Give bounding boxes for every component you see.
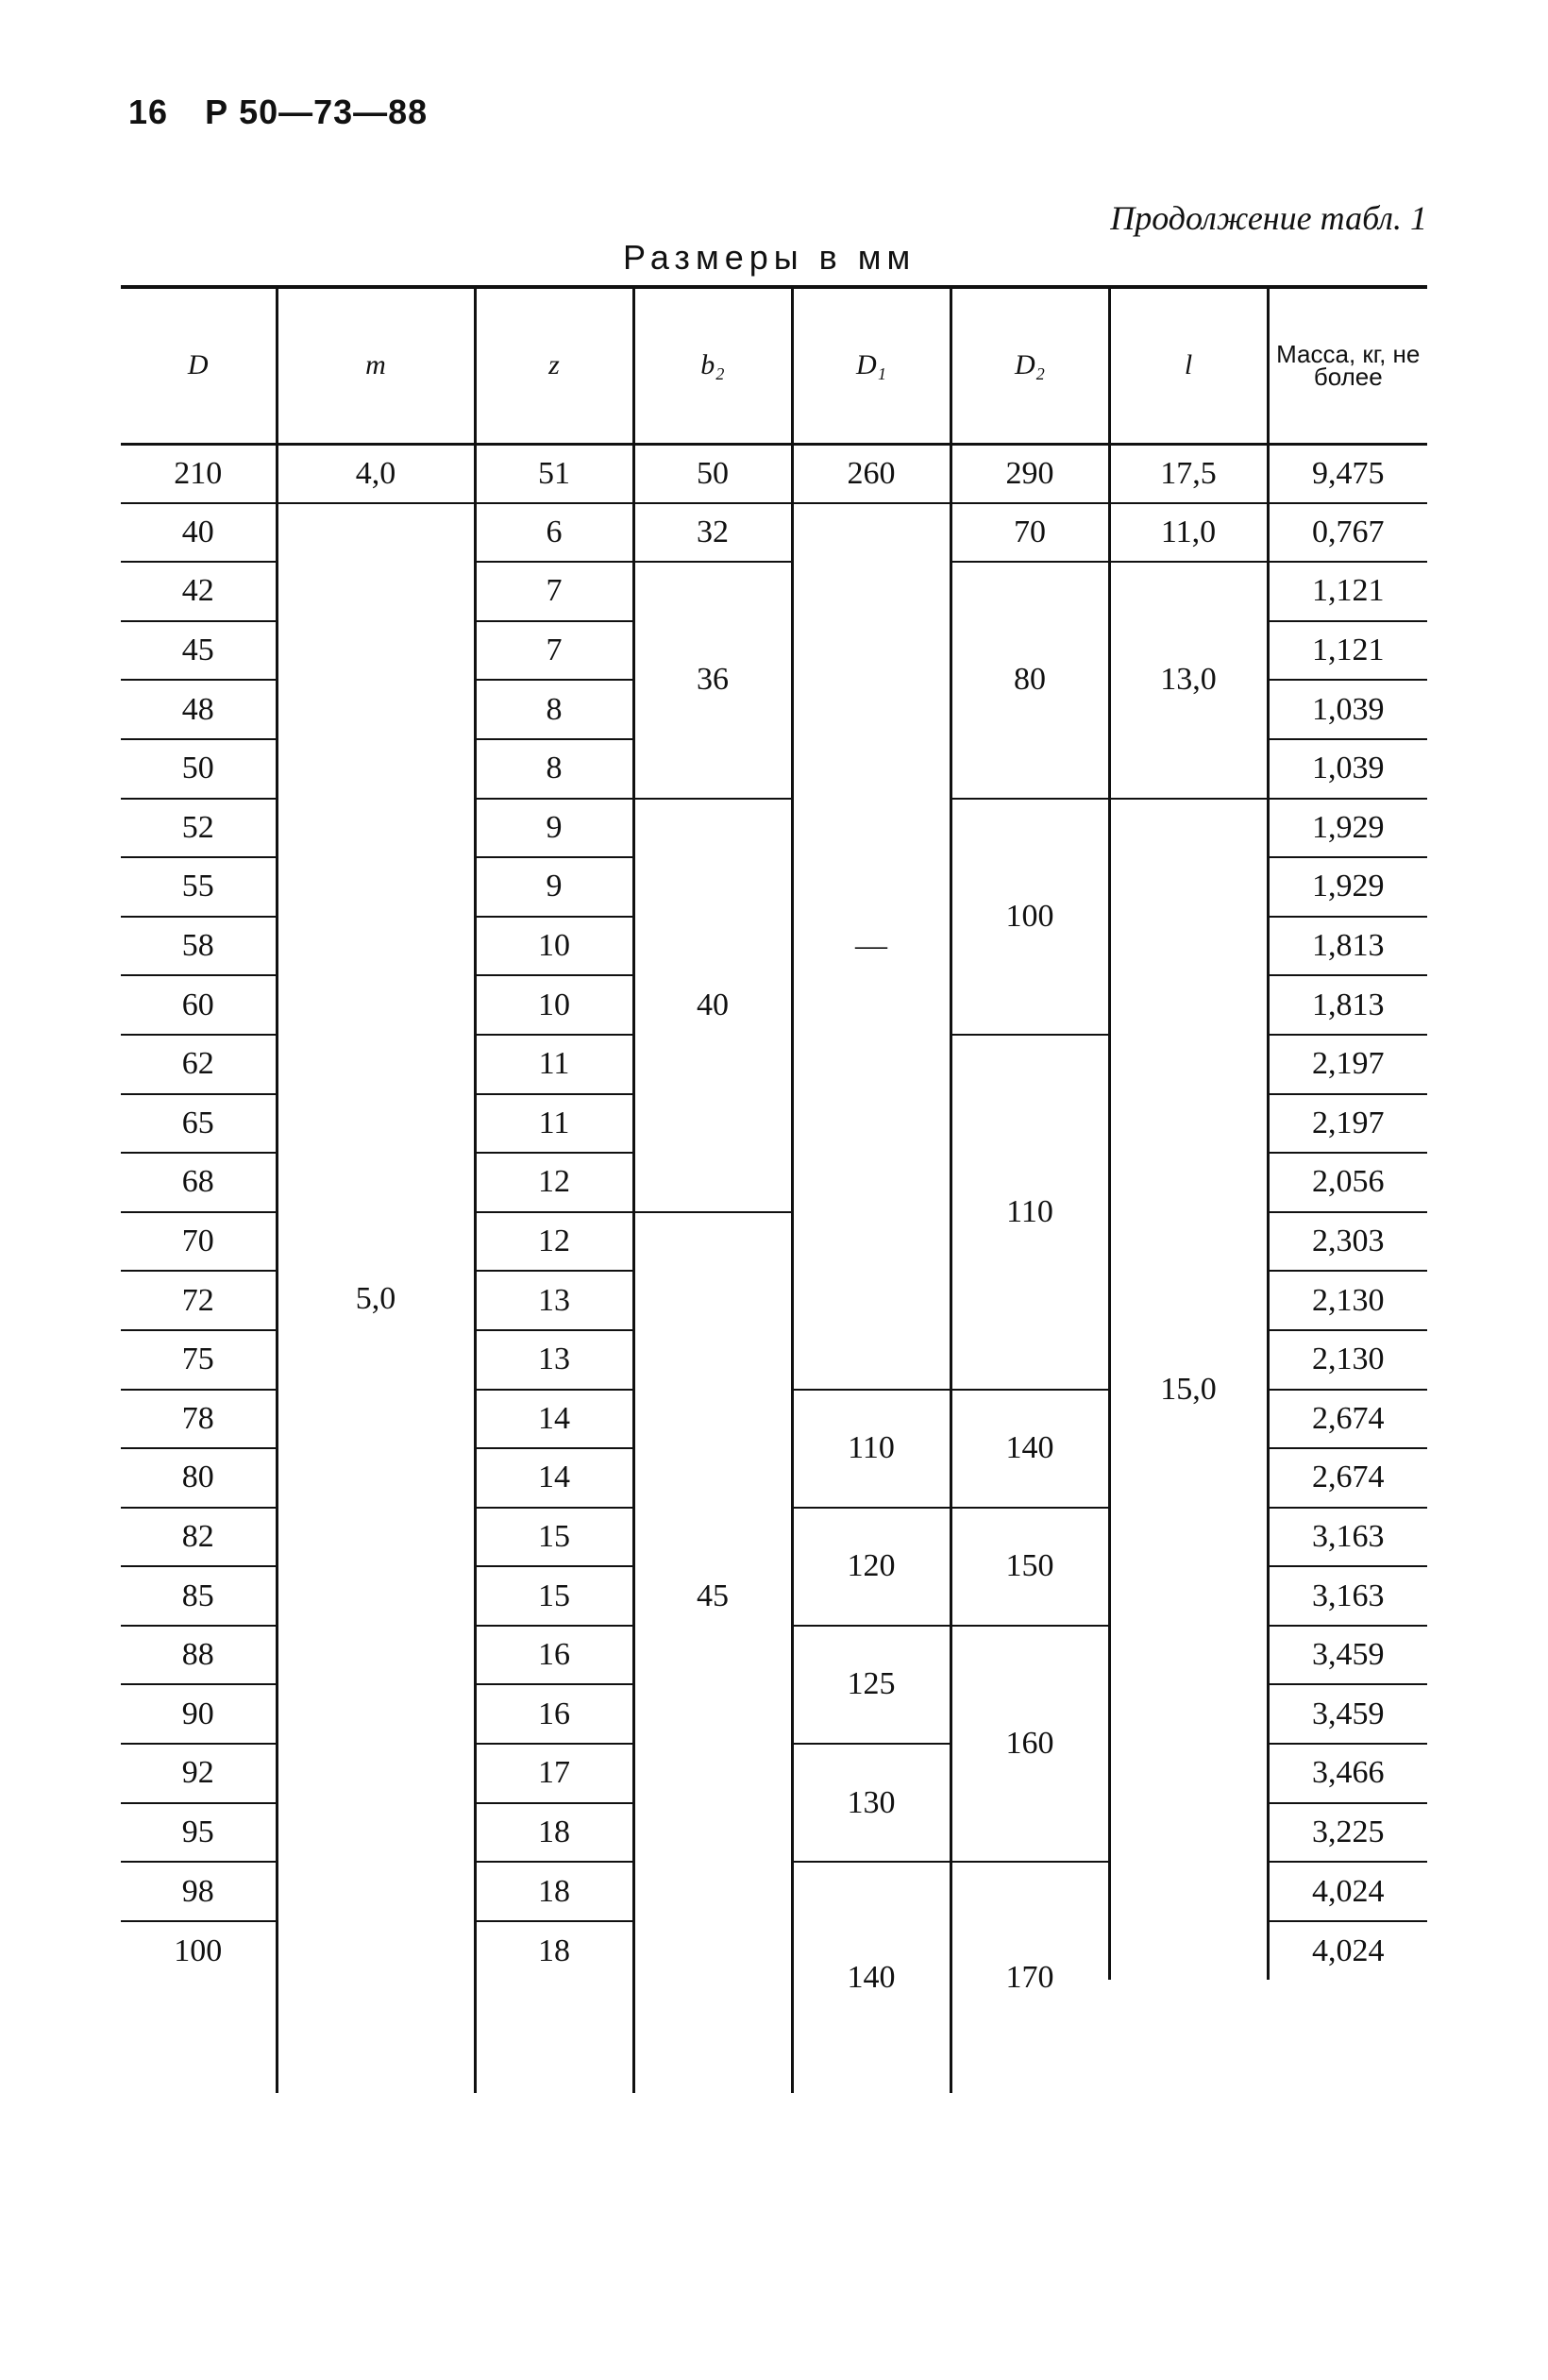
cell-d1: 110: [792, 1390, 951, 1508]
cell-mass: 3,163: [1268, 1566, 1427, 1626]
cell-mass: 1,929: [1268, 857, 1427, 917]
cell-z: 10: [475, 975, 633, 1035]
cell-z: 17: [475, 1744, 633, 1803]
col-header-d2: D₂: [951, 287, 1109, 444]
table-continuation-label: Продолжение табл. 1: [1110, 199, 1427, 237]
cell-mass: 2,056: [1268, 1153, 1427, 1212]
cell-b2: 32: [633, 503, 792, 563]
cell-d: 55: [121, 857, 277, 917]
cell-mass: 1,039: [1268, 680, 1427, 739]
cell-m: 5,0: [277, 503, 475, 2094]
cell-z: 14: [475, 1390, 633, 1449]
cell-l: 15,0: [1109, 799, 1268, 1981]
cell-d2: 170: [951, 1862, 1109, 2093]
cell-b2: 50: [633, 444, 792, 503]
cell-z: 51: [475, 444, 633, 503]
cell-mass: 1,121: [1268, 621, 1427, 681]
cell-d: 40: [121, 503, 277, 563]
cell-mass: 3,459: [1268, 1684, 1427, 1744]
cell-mass: 2,303: [1268, 1212, 1427, 1272]
cell-z: 13: [475, 1330, 633, 1390]
cell-z: 9: [475, 799, 633, 858]
cell-z: 13: [475, 1271, 633, 1330]
cell-z: 7: [475, 621, 633, 681]
cell-d: 45: [121, 621, 277, 681]
cell-mass: 3,466: [1268, 1744, 1427, 1803]
page-number: 16: [128, 93, 169, 131]
cell-d: 75: [121, 1330, 277, 1390]
filler-cell: [633, 1980, 792, 2093]
table-row: [121, 444, 1427, 503]
cell-b2: 36: [633, 562, 792, 798]
cell-z: 18: [475, 1862, 633, 1921]
col-header-m: m: [277, 287, 475, 444]
cell-d: 85: [121, 1566, 277, 1626]
cell-d: 70: [121, 1212, 277, 1272]
cell-b2: 40: [633, 799, 792, 1212]
cell-z: 16: [475, 1626, 633, 1685]
cell-d2: 160: [951, 1626, 1109, 1862]
cell-z: 12: [475, 1212, 633, 1272]
cell-b2: 45: [633, 1212, 792, 1981]
cell-d: 92: [121, 1744, 277, 1803]
cell-d: 90: [121, 1684, 277, 1744]
cell-z: 6: [475, 503, 633, 563]
cell-d: 95: [121, 1803, 277, 1863]
cell-z: 14: [475, 1448, 633, 1508]
col-header-mass: Масса, кг, не более: [1268, 287, 1427, 444]
cell-d: 98: [121, 1862, 277, 1921]
cell-d: 88: [121, 1626, 277, 1685]
cell-mass: 4,024: [1268, 1921, 1427, 1981]
dimensions-table-container: [121, 285, 1427, 2093]
cell-d1: 120: [792, 1508, 951, 1626]
cell-mass: 2,674: [1268, 1448, 1427, 1508]
filler-cell: [121, 1980, 277, 2093]
cell-l: 17,5: [1109, 444, 1268, 503]
cell-d: 48: [121, 680, 277, 739]
cell-d2: 100: [951, 799, 1109, 1035]
cell-z: 8: [475, 739, 633, 799]
cell-m: 4,0: [277, 444, 475, 503]
cell-mass: 1,813: [1268, 975, 1427, 1035]
cell-d: 72: [121, 1271, 277, 1330]
cell-mass: 3,225: [1268, 1803, 1427, 1863]
cell-mass: 4,024: [1268, 1862, 1427, 1921]
cell-z: 15: [475, 1508, 633, 1567]
cell-z: 18: [475, 1803, 633, 1863]
cell-mass: 1,121: [1268, 562, 1427, 621]
cell-l: 11,0: [1109, 503, 1268, 563]
document-id: Р 50—73—88: [205, 93, 429, 131]
cell-d1: —: [792, 503, 951, 1390]
cell-d2: 80: [951, 562, 1109, 798]
cell-mass: 2,197: [1268, 1094, 1427, 1154]
cell-d1: 125: [792, 1626, 951, 1744]
cell-z: 8: [475, 680, 633, 739]
cell-mass: 2,130: [1268, 1271, 1427, 1330]
cell-mass: 1,039: [1268, 739, 1427, 799]
filler-cell: [475, 1980, 633, 2093]
cell-d2: 140: [951, 1390, 1109, 1508]
cell-mass: 1,813: [1268, 917, 1427, 976]
cell-z: 16: [475, 1684, 633, 1744]
col-header-z: z: [475, 287, 633, 444]
cell-l: 13,0: [1109, 562, 1268, 798]
cell-d: 210: [121, 444, 277, 503]
col-header-d1: D₁: [792, 287, 951, 444]
cell-z: 15: [475, 1566, 633, 1626]
col-header-d: D: [121, 287, 277, 444]
cell-d1: 130: [792, 1744, 951, 1862]
cell-d: 62: [121, 1035, 277, 1094]
cell-d: 52: [121, 799, 277, 858]
cell-z: 11: [475, 1094, 633, 1154]
cell-mass: 2,130: [1268, 1330, 1427, 1390]
cell-d: 80: [121, 1448, 277, 1508]
cell-d: 50: [121, 739, 277, 799]
cell-z: 10: [475, 917, 633, 976]
cell-z: 11: [475, 1035, 633, 1094]
cell-mass: 3,163: [1268, 1508, 1427, 1567]
cell-d2: 290: [951, 444, 1109, 503]
cell-mass: 1,929: [1268, 799, 1427, 858]
cell-z: 7: [475, 562, 633, 621]
cell-d: 65: [121, 1094, 277, 1154]
cell-d1: 140: [792, 1862, 951, 2093]
table-header-row: [121, 287, 1427, 444]
cell-z: 9: [475, 857, 633, 917]
cell-d: 60: [121, 975, 277, 1035]
page-header: [128, 93, 454, 132]
cell-mass: 0,767: [1268, 503, 1427, 563]
col-header-l: l: [1109, 287, 1268, 444]
table-row: [121, 503, 1427, 563]
cell-d2: 150: [951, 1508, 1109, 1626]
units-label: Размеры в мм: [623, 238, 917, 277]
cell-d: 78: [121, 1390, 277, 1449]
cell-mass: 3,459: [1268, 1626, 1427, 1685]
dimensions-table: [121, 285, 1427, 2093]
cell-d: 100: [174, 1933, 223, 1968]
col-header-b2: b₂: [633, 287, 792, 444]
cell-mass: 2,197: [1268, 1035, 1427, 1094]
cell-d: 58: [121, 917, 277, 976]
cell-d: 68: [121, 1153, 277, 1212]
cell-d1: 260: [792, 444, 951, 503]
cell-d: 82: [121, 1508, 277, 1567]
cell-mass: 2,674: [1268, 1390, 1427, 1449]
cell-d2: 70: [951, 503, 1109, 563]
cell-d2: 110: [951, 1035, 1109, 1390]
cell-z: 18: [475, 1921, 633, 1981]
cell-d: 42: [121, 562, 277, 621]
cell-mass: 9,475: [1268, 444, 1427, 503]
cell-z: 12: [475, 1153, 633, 1212]
